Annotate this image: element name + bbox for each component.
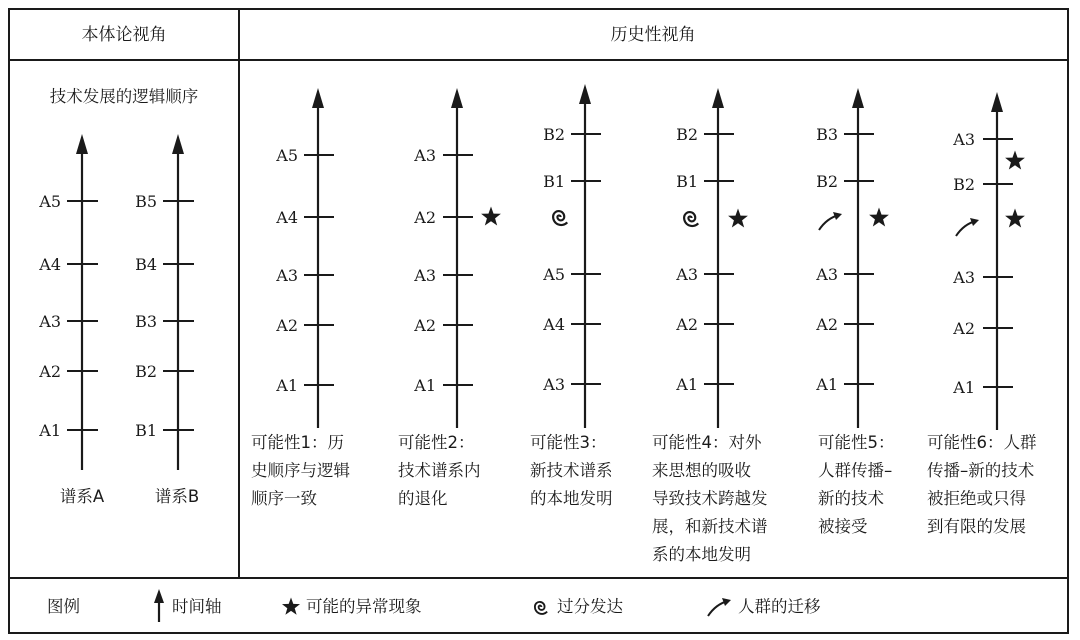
caption-line: 可能性6：人群 [927,433,1037,452]
caption-line: 新技术谱系 [530,461,613,480]
caption-line: 技术谱系内 [398,461,481,480]
up-arrow-icon [154,589,164,603]
lineage-b-label: 谱系B [154,487,200,506]
ontology-subtitle: 技术发展的逻辑顺序 [49,87,199,106]
tick-label: A4 [39,255,61,274]
caption-line: 可能性3： [530,433,607,452]
legend-title: 图例 [47,597,80,616]
tick-label: B5 [135,192,157,211]
tick-label: A3 [276,266,298,285]
caption-line: 传播–新的技术 [927,461,1035,480]
tick-label: B3 [816,125,838,144]
caption-line: 导致技术跨越发 [652,489,768,508]
tick-label: A4 [543,315,565,334]
possibility-2 [398,88,501,508]
up-arrow-icon [579,84,591,104]
tick-label: A3 [953,130,975,149]
tick-label: A3 [816,265,838,284]
migration-arrow-icon [956,218,979,236]
tick-label: B2 [816,172,838,191]
caption-line: 可能性4：对外 [652,433,762,452]
caption-line: 到有限的发展 [927,517,1026,536]
tick-label: A1 [276,376,298,395]
tick-label: A4 [276,208,298,227]
tick-label: B1 [135,421,157,440]
tick-label: A2 [414,208,436,227]
legend-label: 过分发达 [557,597,623,616]
star-icon [869,208,889,227]
possibility-4 [652,88,768,564]
tick-label: B2 [953,175,975,194]
tick-label: A1 [39,421,61,440]
caption-line: 可能性1：历 [251,433,344,452]
tick-label: A1 [953,378,975,397]
caption-line: 被接受 [818,517,868,536]
spiral-icon [553,211,567,225]
tick-label: A3 [414,146,436,165]
tick-label: A3 [676,265,698,284]
tick-label: A3 [39,312,61,331]
up-arrow-icon [76,134,88,154]
caption-line: 史顺序与逻辑 [251,461,350,480]
tick-label: A2 [676,315,698,334]
tick-label: A1 [676,375,698,394]
caption-line: 顺序一致 [251,489,317,508]
tick-label: B2 [135,362,157,381]
tick-label: B2 [676,125,698,144]
up-arrow-icon [852,88,864,108]
migration-arrow-icon [708,598,731,616]
caption-line: 可能性5： [818,433,895,452]
tick-label: A2 [953,319,975,338]
caption-line: 可能性2： [398,433,475,452]
caption-line: 的退化 [398,489,448,508]
tick-label: A5 [276,146,298,165]
tick-label: A3 [543,375,565,394]
possibility-3 [530,84,613,508]
tick-label: A2 [816,315,838,334]
migration-arrow-icon [819,212,842,230]
up-arrow-icon [991,92,1003,112]
tick-label: B4 [135,255,157,274]
up-arrow-icon [451,88,463,108]
tick-label: A2 [414,316,436,335]
tick-label: A3 [414,266,436,285]
star-icon [282,598,300,615]
legend [47,589,821,622]
lineage-a-axis [38,134,98,470]
caption-line: 展，和新技术谱 [652,517,768,536]
star-icon [481,207,501,226]
caption-line: 被拒绝或只得 [927,489,1026,508]
tick-label: A5 [39,192,61,211]
spiral-icon [535,602,547,614]
possibility-6 [927,92,1037,536]
tick-label: B3 [135,312,157,331]
history-header: 历史性视角 [610,25,696,45]
legend-label: 可能的异常现象 [306,597,422,616]
tick-label: B1 [543,172,565,191]
tick-label: A2 [276,316,298,335]
tick-label: A1 [816,375,838,394]
caption-line: 来思想的吸收 [652,461,751,480]
lineage-b-axis [135,134,194,470]
tick-label: A3 [953,268,975,287]
tick-label: A1 [414,376,436,395]
caption-line: 新的技术 [818,489,884,508]
up-arrow-icon [712,88,724,108]
caption-line: 人群传播– [818,461,893,480]
star-icon [728,209,748,228]
caption-line: 的本地发明 [530,489,613,508]
possibility-1 [251,88,351,508]
ontology-header: 本体论视角 [81,25,167,45]
caption-line: 系的本地发明 [652,545,751,564]
star-icon [1005,151,1025,170]
tick-label: A5 [543,265,565,284]
possibility-5 [815,88,894,536]
tick-label: B2 [543,125,565,144]
tick-label: A2 [39,362,61,381]
star-icon [1005,209,1025,228]
up-arrow-icon [312,88,324,108]
spiral-icon [684,212,698,226]
tick-label: B1 [676,172,698,191]
legend-label: 人群的迁移 [738,597,821,616]
lineage-a-label: 谱系A [59,487,105,506]
up-arrow-icon [172,134,184,154]
legend-label: 时间轴 [172,597,222,616]
